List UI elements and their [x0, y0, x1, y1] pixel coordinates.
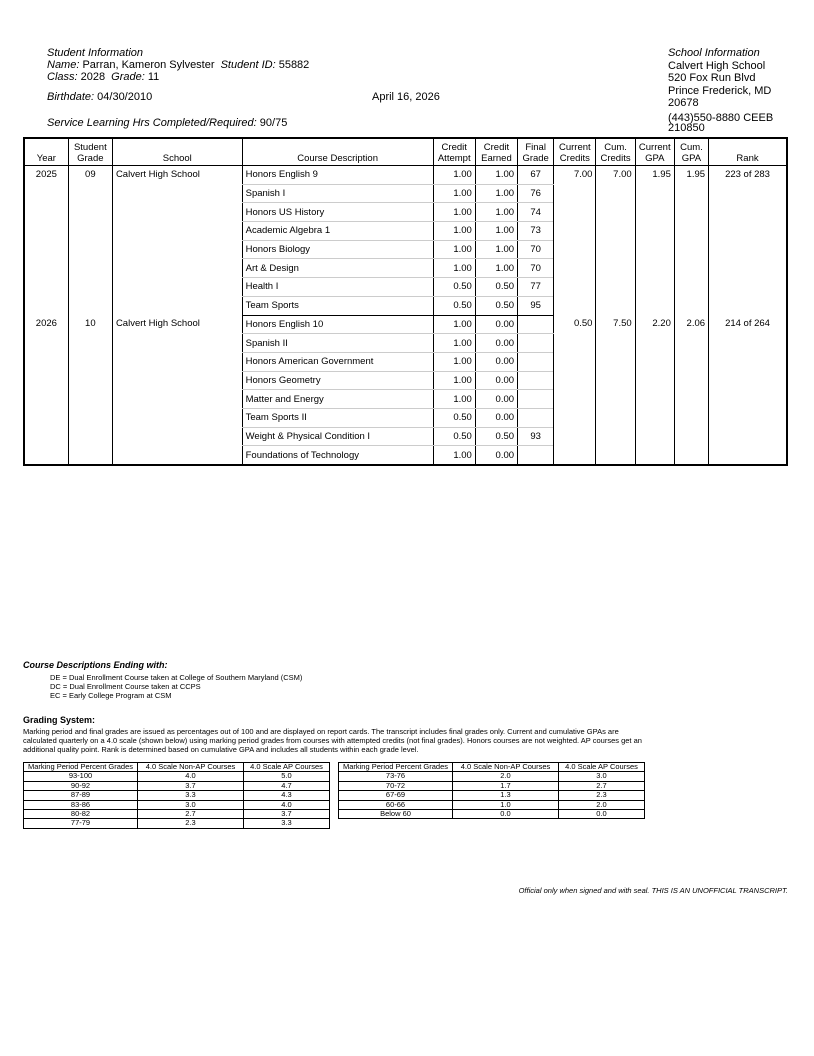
grading-cell: 87-89	[24, 791, 138, 800]
credit-earned-cell: 0.00	[475, 390, 517, 409]
credit-earned-cell: 0.00	[475, 446, 517, 465]
grading-cell: 70-72	[339, 781, 453, 790]
grading-cell: Below 60	[339, 810, 453, 819]
grading-row	[339, 772, 645, 781]
grading-cell: 1.0	[453, 800, 559, 809]
final-grade-cell	[518, 315, 554, 334]
school-address: 520 Fox Run Blvd	[668, 72, 756, 84]
table-row	[24, 166, 787, 185]
credit-earned-cell: 0.00	[475, 334, 517, 353]
credit-earned-cell: 1.00	[475, 259, 517, 278]
grading-cell: 67-69	[339, 791, 453, 800]
credit-attempt-cell: 1.00	[433, 259, 475, 278]
school-cell: Calvert High School	[112, 166, 242, 316]
grading-cell: 83-86	[24, 800, 138, 809]
credit-attempt-cell: 1.00	[433, 184, 475, 203]
school-info-heading: School Information	[668, 47, 760, 59]
final-grade-cell	[518, 390, 554, 409]
school-zip: 20678	[668, 97, 699, 109]
table-row	[24, 315, 787, 334]
col-rank: Rank	[709, 138, 787, 166]
final-grade-cell	[518, 352, 554, 371]
rank-cell: 214 of 264	[709, 315, 787, 465]
credit-earned-cell: 1.00	[475, 203, 517, 222]
credit-earned-cell: 0.00	[475, 371, 517, 390]
grading-cell: 3.7	[138, 781, 244, 790]
grading-cell: 2.3	[559, 791, 645, 800]
grading-cell: 60-66	[339, 800, 453, 809]
col-final-grade: Final Grade	[518, 138, 554, 166]
course-cell: Honors Biology	[242, 240, 433, 259]
credit-attempt-cell: 0.50	[433, 278, 475, 297]
final-grade-cell: 76	[518, 184, 554, 203]
col-cum-credits: Cum. Credits	[596, 138, 635, 166]
course-cell: Honors English 10	[242, 315, 433, 334]
current-credits-cell: 0.50	[554, 315, 596, 465]
course-cell: Art & Design	[242, 259, 433, 278]
final-grade-cell	[518, 446, 554, 465]
grading-cell: 3.0	[138, 800, 244, 809]
grading-cell: 3.3	[244, 819, 330, 828]
credit-attempt-cell: 1.00	[433, 371, 475, 390]
grading-cell: 2.0	[453, 772, 559, 781]
credit-earned-cell: 0.00	[475, 315, 517, 334]
cum-gpa-cell: 2.06	[674, 315, 708, 465]
credit-earned-cell: 0.00	[475, 408, 517, 427]
current-credits-cell: 7.00	[554, 166, 596, 316]
grading-table-left	[23, 762, 330, 829]
student-grade-cell: 09	[68, 166, 112, 316]
grading-cell: 1.3	[453, 791, 559, 800]
credit-earned-cell: 1.00	[475, 184, 517, 203]
grading-table-right	[338, 762, 645, 819]
year-cell: 2026	[35, 318, 57, 329]
grading-cell: 1.7	[453, 781, 559, 790]
col-year: Year	[24, 138, 68, 166]
credit-attempt-cell: 1.00	[433, 166, 475, 185]
final-grade-cell: 70	[518, 240, 554, 259]
course-desc-item: DE = Dual Enrollment Course taken at College of Southern Maryland (CSM)	[50, 673, 303, 682]
course-desc-item: EC = Early College Program at CSM	[50, 691, 172, 700]
final-grade-cell: 93	[518, 427, 554, 446]
student-info-heading: Student Information	[47, 47, 144, 59]
course-desc-heading: Course Descriptions Ending with:	[23, 660, 168, 670]
gs-header: 4.0 Scale AP Courses	[244, 763, 330, 772]
gs-header: Marking Period Percent Grades	[339, 763, 453, 772]
gs-header: 4.0 Scale Non-AP Courses	[453, 763, 559, 772]
service-learning-hours: 90/75	[259, 117, 288, 129]
course-cell: Health I	[242, 278, 433, 297]
credit-earned-cell: 1.00	[475, 222, 517, 241]
grading-row	[24, 791, 330, 800]
final-grade-cell: 74	[518, 203, 554, 222]
credit-earned-cell: 0.50	[475, 278, 517, 297]
final-grade-cell: 95	[518, 296, 554, 315]
col-course: Course Description	[242, 138, 433, 166]
final-grade-cell: 77	[518, 278, 554, 297]
grading-cell: 0.0	[453, 810, 559, 819]
gs-header: 4.0 Scale Non-AP Courses	[138, 763, 244, 772]
grading-cell: 90-92	[24, 781, 138, 790]
credit-attempt-cell: 1.00	[433, 222, 475, 241]
credit-attempt-cell: 0.50	[433, 427, 475, 446]
rank-cell: 223 of 283	[709, 166, 787, 316]
final-grade-cell	[518, 408, 554, 427]
grading-cell: 2.3	[138, 819, 244, 828]
school-city: Prince Frederick, MD	[668, 84, 772, 97]
final-grade-cell	[518, 371, 554, 390]
course-cell: Spanish II	[242, 334, 433, 353]
gs-header: 4.0 Scale AP Courses	[559, 763, 645, 772]
credit-attempt-cell: 1.00	[433, 352, 475, 371]
service-learning-line: Service Learning Hrs Completed/Required: 90/75	[47, 117, 288, 129]
grading-cell: 93-100	[24, 772, 138, 781]
final-grade-cell	[518, 334, 554, 353]
grading-cell: 3.0	[559, 772, 645, 781]
grading-row	[24, 772, 330, 781]
course-desc-item: DC = Dual Enrollment Course taken at CCPS	[50, 682, 201, 691]
student-name: Parran, Kameron Sylvester	[82, 59, 215, 71]
course-cell: Honors US History	[242, 203, 433, 222]
cum-gpa-cell: 1.95	[674, 166, 708, 316]
school-ceeb: 210850	[668, 122, 705, 134]
credit-earned-cell: 1.00	[475, 166, 517, 185]
col-current-gpa: Current GPA	[635, 138, 674, 166]
grading-row	[339, 791, 645, 800]
course-cell: Honors Geometry	[242, 371, 433, 390]
col-credit-attempt: Credit Attempt	[433, 138, 475, 166]
student-name-line: Name: Parran, Kameron Sylvester Student ID: 55882	[47, 59, 310, 71]
credit-earned-cell: 0.00	[475, 352, 517, 371]
grading-cell: 4.0	[138, 772, 244, 781]
school-info	[668, 47, 808, 135]
course-cell: Team Sports	[242, 296, 433, 315]
credit-attempt-cell: 0.50	[433, 296, 475, 315]
credit-earned-cell: 0.50	[475, 427, 517, 446]
grading-row	[24, 819, 330, 828]
credit-attempt-cell: 0.50	[433, 408, 475, 427]
col-credit-earned: Credit Earned	[475, 138, 517, 166]
course-cell: Team Sports II	[242, 408, 433, 427]
credit-attempt-cell: 1.00	[433, 390, 475, 409]
final-grade-cell: 70	[518, 259, 554, 278]
grading-cell: 4.7	[244, 781, 330, 790]
course-cell: Honors American Government	[242, 352, 433, 371]
grading-row	[339, 810, 645, 819]
col-school: School	[112, 138, 242, 166]
col-cum-gpa: Cum. GPA	[674, 138, 708, 166]
student-info	[47, 47, 309, 83]
transcript-table	[23, 137, 788, 466]
col-current-credits: Current Credits	[554, 138, 596, 166]
year-cell: 2025	[35, 169, 57, 180]
grading-cell: 4.3	[244, 791, 330, 800]
grading-cell: 77-79	[24, 819, 138, 828]
credit-earned-cell: 1.00	[475, 240, 517, 259]
current-gpa-cell: 1.95	[635, 166, 674, 316]
student-class: 2028	[80, 71, 106, 83]
grading-cell: 3.3	[138, 791, 244, 800]
grading-cell: 2.0	[559, 800, 645, 809]
grading-cell: 4.0	[244, 800, 330, 809]
grading-cell: 5.0	[244, 772, 330, 781]
grading-cell: 2.7	[138, 810, 244, 819]
credit-attempt-cell: 1.00	[433, 203, 475, 222]
course-desc-list	[50, 673, 302, 700]
transcript-date: April 16, 2026	[372, 91, 440, 103]
credit-earned-cell: 0.50	[475, 296, 517, 315]
course-cell: Honors English 9	[242, 166, 433, 185]
course-cell: Foundations of Technology	[242, 446, 433, 465]
gs-header: Marking Period Percent Grades	[24, 763, 138, 772]
unofficial-notice: Official only when signed and with seal. THIS IS AN UNOFFICIAL TRANSCRIPT.	[518, 886, 788, 895]
course-cell: Academic Algebra 1	[242, 222, 433, 241]
cum-credits-cell: 7.00	[596, 166, 635, 316]
table-header-row	[24, 138, 787, 166]
grading-cell: 2.7	[559, 781, 645, 790]
credit-attempt-cell: 1.00	[433, 334, 475, 353]
student-class-line: Class: 2028 Grade: 11	[47, 71, 160, 83]
birthdate: 04/30/2010	[97, 91, 153, 103]
student-grade-cell: 10	[68, 315, 112, 465]
cum-credits-cell: 7.50	[596, 315, 635, 465]
course-cell: Spanish I	[242, 184, 433, 203]
student-grade: 11	[147, 71, 160, 83]
birthdate-line: Birthdate: 04/30/2010	[47, 91, 153, 103]
grading-cell: 3.7	[244, 810, 330, 819]
course-cell: Weight & Physical Condition I	[242, 427, 433, 446]
grading-text: Marking period and final grades are issued as percentages out of 100 and are displayed on report cards. The transcript includes final grades only. Current and cumulative GPAs are calculated quarterly on a 4.0 scale (shown below) using marking period grades from courses with attempted credits (not final grades). Honors courses are not weighted. AP courses get an additional quality point. Rank is determined based on cumulative GPA and includes all students within each grade level.	[23, 727, 642, 754]
course-cell: Matter and Energy	[242, 390, 433, 409]
school-name: Calvert High School	[668, 59, 766, 72]
col-student-grade: Student Grade	[68, 138, 112, 166]
grading-heading: Grading System:	[23, 715, 96, 725]
credit-attempt-cell: 1.00	[433, 240, 475, 259]
credit-attempt-cell: 1.00	[433, 315, 475, 334]
school-phone: (443)550-8880 CEEB	[668, 111, 774, 124]
credit-attempt-cell: 1.00	[433, 446, 475, 465]
grading-cell: 73-76	[339, 772, 453, 781]
student-id: 55882	[278, 59, 310, 71]
grading-cell: 80-82	[24, 810, 138, 819]
grading-cell: 0.0	[559, 810, 645, 819]
school-cell: Calvert High School	[112, 315, 242, 465]
final-grade-cell: 67	[518, 166, 554, 185]
current-gpa-cell: 2.20	[635, 315, 674, 465]
final-grade-cell: 73	[518, 222, 554, 241]
